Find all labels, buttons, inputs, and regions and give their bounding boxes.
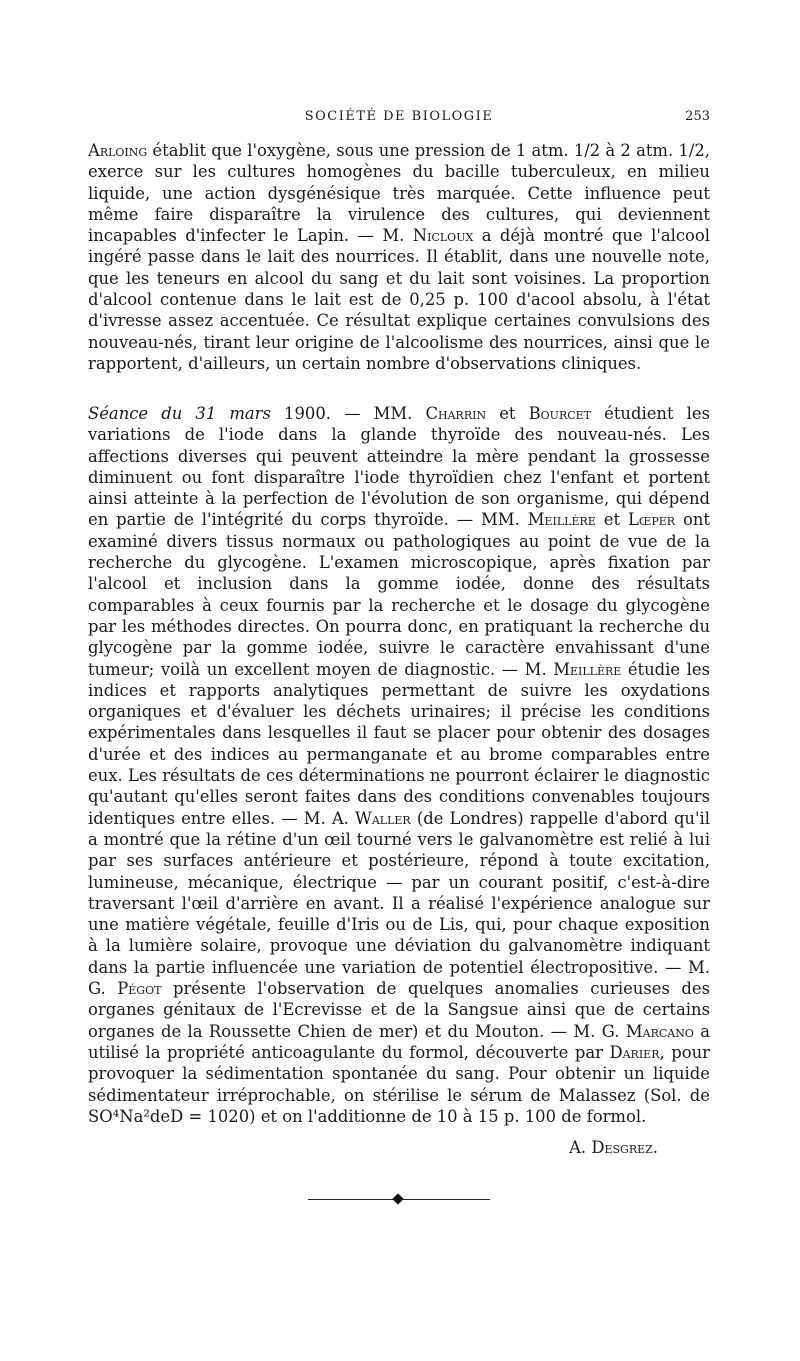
session-year: 1900. — MM. [270,404,426,423]
paragraph-text: présente l'observation de quelques anomalies curieuses des organes génitaux de l'Ecrevisse et de la Sangsue ainsi que de certains organes de la Roussette Chien de mer) et du Mouton. — M. G. [88,979,710,1041]
author-name: Pégot [117,979,162,999]
signature-initial: A. [569,1138,592,1157]
session-heading: Séance du 31 mars [88,404,271,423]
paragraph-text: et [486,404,529,423]
signature-name: Desgrez. [591,1138,658,1157]
author-name: Waller [354,808,411,828]
author-name: Marcano [625,1021,694,1041]
running-head [88,107,710,127]
paragraph-arloing-nicloux [88,140,710,374]
running-title: SOCIÉTÉ DE BIOLOGIE [304,109,494,124]
author-name: Meillère [553,659,622,679]
paragraph-text: a déjà montré que l'alcool ingéré passe dans le lait des nourrices. Il établit, dans une nouvelle note, que les teneurs en alcool du sang et du lait sont voisines. La proportion d'alcool contenue dans le lait est de 0,25 p. 100 d'acool absolu, à l'état d'ivresse assez accentuée. Ce résultat explique certaines convulsions des nouveau-nés, tirant leur origine de l'alcoolisme des nourrices, ainsi que le rapportent, d'ailleurs, un certain nombre d'observations cliniques. [88,226,710,373]
paragraph-text: étudie les indices et rapports analytiques permettant de suivre les oxydations organiques et d'évaluer les déchets urinaires; il précise les conditions expérimentales dans lesquelles il faut se placer pour obtenir des dosages d'urée et des indices au permanganate et au brome comparables entre eux. Les résultats de ces déterminations ne pourront éclairer le diagnostic qu'autant qu'elles seront faites dans des conditions convenables toujours identiques entre elles. — M. A. [88,659,710,828]
paragraph-text: établit que l'oxygène, sous une pression de 1 atm. 1/2 à 2 atm. 1/2, exerce sur les cultures homogènes du bacille tuberculeux, en milieu liquide, une action dysgénésique très marquée. Cette influence peut même faire disparaître la virulence des cultures, qui deviennent incapables d'infecter le Lapin. — M. [88,141,710,246]
paragraph-seance-31-mars [88,403,710,1127]
signature [569,1137,658,1159]
author-name: Meillère [527,510,596,530]
author-name: Darier [609,1042,660,1062]
diamond-ornament-icon [392,1193,403,1204]
section-divider [308,1194,490,1206]
paragraph-text: étudient les variations de l'iode dans la glande thyroïde des nouveau-nés. Les affections diverses qui peuvent atteindre la mère pendant la grossesse diminuent ou font disparaître l'iode thyroïdien chez l'enfant et portent ainsi atteinte à la perfection de l'évolution de son organisme, qui dépend en partie de l'intégrité du corps thyroïde. — MM. [88,404,711,530]
paragraph-text: (de Londres) rappelle d'abord qu'il a montré que la rétine d'un œil tourné vers le galvanomètre est relié à lui par ses surfaces antérieure et postérieure, répond à toute excitation, lumineuse, mécanique, électrique — par un courant positif, c'est-à-dire traversant l'œil d'arrière en avant. Il a réalisé l'expérience analogue sur une matière végétale, feuille d'Iris ou de Lis, qui, pour chaque exposition à la lumière solaire, provoque une déviation du galvanomètre indiquant dans la partie influencée une variation de potentiel électropositive. — M. G. [88,808,710,999]
author-name: Charrin [425,404,487,423]
author-name: Lœper [627,510,676,530]
page-number: 253 [685,109,710,124]
paragraph-text: , pour provoquer la sédimentation spontanée du sang. Pour obtenir un liquide sédimentateur irréprochable, on stérilise le sérum de Malassez (Sol. de SO⁴Na²deD = 1020) et on l'additionne de 10 à 15 p. 100 de formol. [88,1042,710,1126]
document-page [88,0,710,1361]
author-name: Bourcet [528,404,592,423]
paragraph-text: ont examiné divers tissus normaux ou pathologiques au point de vue de la recherche du glycogène. L'examen microscopique, après fixation par l'alcool et inclusion dans la gomme iodée, donne des résultats comparables à ceux fournis par la recherche et le dosage du glycogène par les méthodes directes. On pourra donc, en pratiquant la recherche du glycogène par la gomme iodée, suivre le caractère envahissant d'une tumeur; voilà un excellent moyen de diagnostic. — M. [88,510,710,679]
author-name: Arloing [88,141,148,160]
paragraph-text: a utilisé la propriété anticoagulante du formol, découverte par [88,1021,711,1062]
paragraph-text: et [595,510,628,530]
author-name: Nicloux [412,226,474,246]
